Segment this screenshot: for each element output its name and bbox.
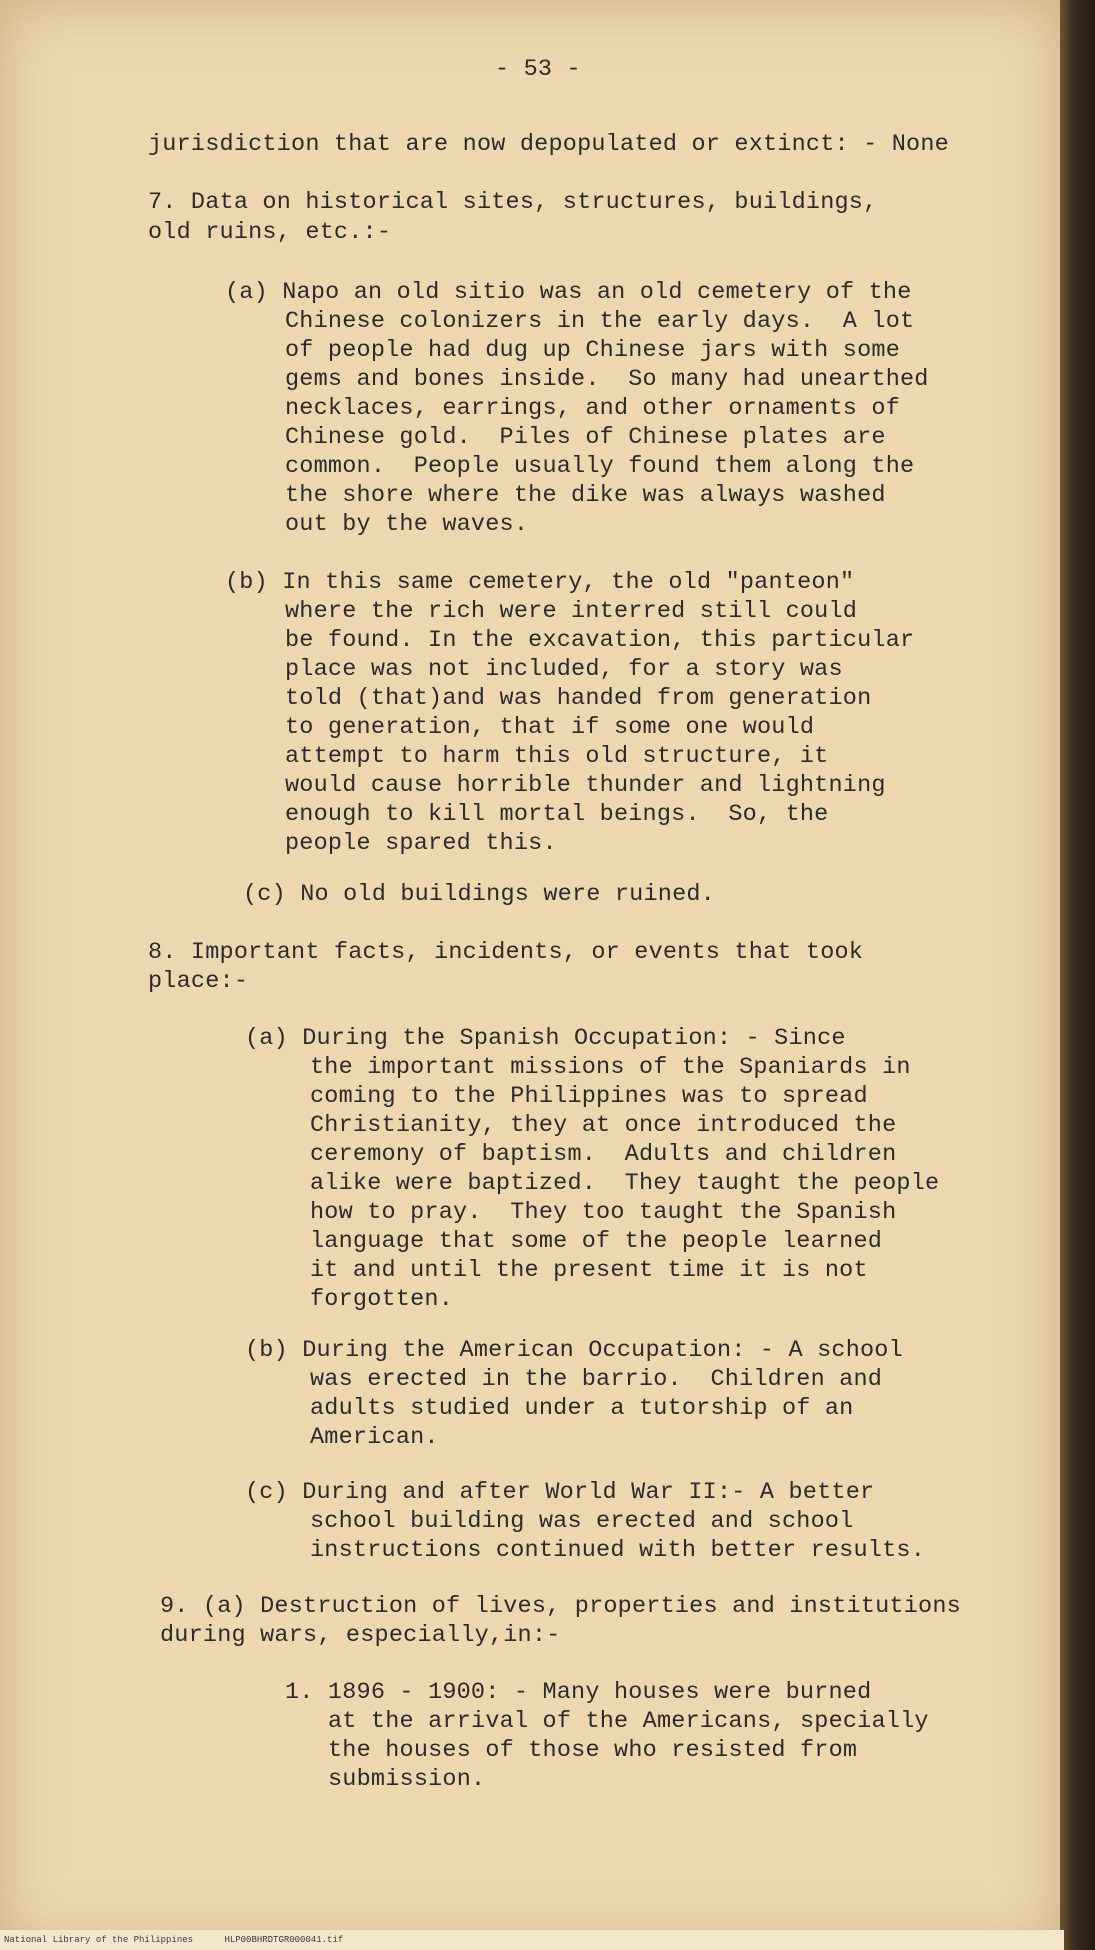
text-line: (b) During the American Occupation: - A school <box>245 1337 903 1364</box>
text-line: (c) No old buildings were ruined. <box>243 881 715 908</box>
text-line: old ruins, etc.:- <box>148 219 392 246</box>
text-line: at the arrival of the Americans, specially <box>328 1708 929 1735</box>
text-line: (a) During the Spanish Occupation: - Since <box>245 1025 846 1052</box>
text-line: place was not included, for a story was <box>285 656 843 683</box>
text-line: (a) Napo an old sitio was an old cemetery of the <box>225 279 912 306</box>
text-line: the houses of those who resisted from <box>328 1737 858 1764</box>
text-line: language that some of the people learned <box>310 1228 883 1255</box>
text-line: told (that)and was handed from generation <box>285 685 872 712</box>
footer-file: HLP00BHRDTGR000041.tif <box>224 1935 344 1945</box>
text-line: enough to kill mortal beings. So, the <box>285 801 829 828</box>
text-line: jurisdiction that are now depopulated or extinct: - None <box>148 131 949 158</box>
text-line: 8. Important facts, incidents, or events that took <box>148 939 864 966</box>
text-line: common. People usually found them along the <box>285 453 915 480</box>
text-line: 1. 1896 - 1900: - Many houses were burned <box>285 1679 872 1706</box>
text-line: Christianity, they at once introduced the <box>310 1112 897 1139</box>
text-line: American. <box>310 1424 439 1451</box>
text-line: would cause horrible thunder and lightning <box>285 772 886 799</box>
text-line: adults studied under a tutorship of an <box>310 1395 854 1422</box>
text-line: it and until the present time it is not <box>310 1257 868 1284</box>
text-line: attempt to harm this old structure, it <box>285 743 829 770</box>
text-line: place:- <box>148 968 249 995</box>
scan-footer <box>0 1930 1064 1950</box>
text-line: instructions continued with better results. <box>310 1537 925 1564</box>
text-line: school building was erected and school <box>310 1508 854 1535</box>
text-line: 7. Data on historical sites, structures, buildings, <box>148 189 878 216</box>
footer-library: National Library of the Philippines <box>4 1935 194 1945</box>
text-line: the important missions of the Spaniards in <box>310 1054 911 1081</box>
text-line: to generation, that if some one would <box>285 714 815 741</box>
text-line: ceremony of baptism. Adults and children <box>310 1141 897 1168</box>
binding-edge <box>1060 0 1095 1950</box>
text-line: people spared this. <box>285 830 557 857</box>
text-line: during wars, especially,in:- <box>160 1622 561 1649</box>
text-line: Chinese gold. Piles of Chinese plates are <box>285 424 886 451</box>
text-line: alike were baptized. They taught the people <box>310 1170 940 1197</box>
text-line: of people had dug up Chinese jars with some <box>285 337 900 364</box>
text-line: submission. <box>328 1766 486 1793</box>
text-line: was erected in the barrio. Children and <box>310 1366 883 1393</box>
text-line: 9. (a) Destruction of lives, properties and institutions <box>160 1593 961 1620</box>
page-number: - 53 - <box>495 56 581 83</box>
text-line: Chinese colonizers in the early days. A lot <box>285 308 915 335</box>
text-line: the shore where the dike was always washed <box>285 482 886 509</box>
text-line: how to pray. They too taught the Spanish <box>310 1199 897 1226</box>
text-line: necklaces, earrings, and other ornaments of <box>285 395 900 422</box>
text-line: (b) In this same cemetery, the old "panteon" <box>225 569 855 596</box>
text-line: out by the waves. <box>285 511 529 538</box>
text-line: gems and bones inside. So many had unearthed <box>285 366 929 393</box>
text-line: where the rich were interred still could <box>285 598 858 625</box>
text-line: (c) During and after World War II:- A better <box>245 1479 875 1506</box>
text-line: be found. In the excavation, this particular <box>285 627 915 654</box>
text-line: forgotten. <box>310 1286 454 1313</box>
text-line: coming to the Philippines was to spread <box>310 1083 868 1110</box>
